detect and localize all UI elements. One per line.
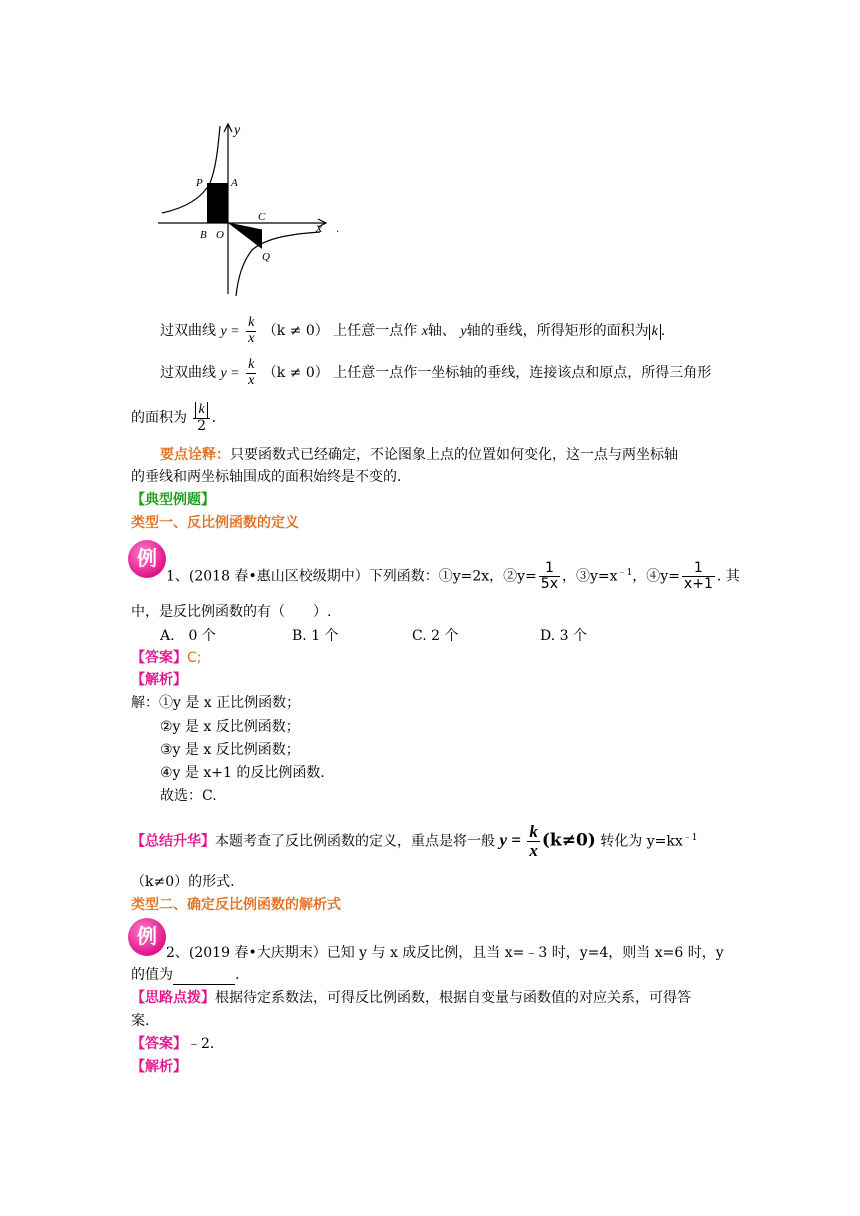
- example-badge: 例: [128, 540, 166, 578]
- option-c: C. 2 个: [412, 628, 459, 644]
- answer-blank: [173, 970, 235, 985]
- para-triangle-area: 过双曲线 y = $\frac{k}{x}$ （k ≠ 0） 上任意一点作一坐标轴的垂线，连接该点和原点，所得三角形: [160, 357, 712, 388]
- solution-line-2: ②y 是 x 反比例函数；: [160, 719, 300, 735]
- answer-1: 【答案】C;: [131, 650, 202, 666]
- answer-2: 【答案】﹣2.: [131, 1036, 215, 1052]
- fraction-1-over-5x: $\frac{1}{5x}$: [540, 560, 558, 593]
- abs-k: k: [649, 324, 661, 340]
- solution-line-1: 解：①y 是 x 正比例函数；: [131, 695, 301, 711]
- rectangle-PABO: [207, 183, 228, 223]
- label-C: C: [258, 211, 266, 223]
- hyperbola-graph: [150, 118, 350, 300]
- question-1: 1、(2018 春•惠山区校级期中）下列函数：①y=2x，②y= $\frac{1}{5x}$ ，$③y=x^{﹣1}$，④y= $\frac{1}{x+1}$ . 其: [166, 560, 740, 593]
- option-d: D. 3 个: [540, 628, 587, 644]
- hint: 【思路点拨】根据待定系数法，可得反比例函数，根据自变量与函数值的对应关系，可得答: [131, 990, 691, 1006]
- analysis-1-label: 【解析】: [131, 672, 187, 688]
- key-point: 要点诠释：只要函数式已经确定，不论图象上点的位置如何变化，这一点与两坐标轴: [160, 447, 678, 463]
- question-1-line2: 中，是反比例函数的有（ ）.: [131, 604, 332, 620]
- option-b: B. 1 个: [292, 628, 339, 644]
- axis-y-label: y: [234, 123, 241, 138]
- question-2-line2: 的值为 .: [131, 967, 240, 983]
- type1-header: 类型一、反比例函数的定义: [131, 515, 299, 531]
- key-point-line2: 的垂线和两坐标轴围成的面积始终是不变的.: [131, 469, 402, 485]
- fraction-abs-k-over-2: $\frac{k}{2}$: [193, 402, 209, 434]
- example-badge-2: 例: [128, 918, 166, 956]
- summary-line2: （k≠0）的形式.: [131, 874, 235, 890]
- analysis-2-label: 【解析】: [131, 1059, 187, 1075]
- fraction-1-over-x-plus-1: $\frac{1}{x+1}$: [683, 560, 713, 593]
- para-triangle-area-line2: 的面积为 $\frac{k}{2}$ .: [131, 402, 217, 435]
- label-O: O: [216, 229, 224, 241]
- fraction-k-over-x: $\frac{k}{x}$: [248, 315, 255, 346]
- fraction-k-over-x: $\frac{k}{x}$: [248, 357, 255, 388]
- typical-examples-header: 【典型例题】: [131, 492, 215, 508]
- label-P: P: [196, 177, 203, 189]
- label-B: B: [200, 229, 207, 241]
- label-Q: Q: [262, 251, 270, 263]
- axis-x-label: x: [316, 221, 323, 236]
- label-A: A: [231, 177, 238, 189]
- solution-line-4: ④y 是 x+1 的反比例函数.: [160, 765, 325, 781]
- summary: 【总结升华】本题考查了反比例函数的定义，重点是将一般 y = $\frac{k}{x}$ (k≠0) 转化为 $y=kx^{﹣1}$: [131, 822, 698, 861]
- fraction-k-over-x-bold: $\frac{k}{x}$: [529, 822, 538, 861]
- type2-header: 类型二、确定反比例函数的解析式: [131, 897, 341, 913]
- hint-line2: 案.: [131, 1013, 150, 1029]
- option-a: A. 0 个: [160, 628, 216, 644]
- question-2: 2、(2019 春•大庆期末）已知 y 与 x 成反比例，且当 x=﹣3 时，y=4，则当 x=6 时，y: [166, 945, 724, 961]
- solution-line-5: 故选：C.: [160, 788, 217, 804]
- solution-line-3: ③y 是 x 反比例函数；: [160, 742, 300, 758]
- graph-dot: .: [336, 224, 340, 235]
- hyperbola-branch-lower: [236, 232, 320, 296]
- para-rectangle-area: 过双曲线 y = $\frac{k}{x}$ （k ≠ 0） 上任意一点作 x轴、 y轴的垂线，所得矩形的面积为 k .: [160, 315, 666, 346]
